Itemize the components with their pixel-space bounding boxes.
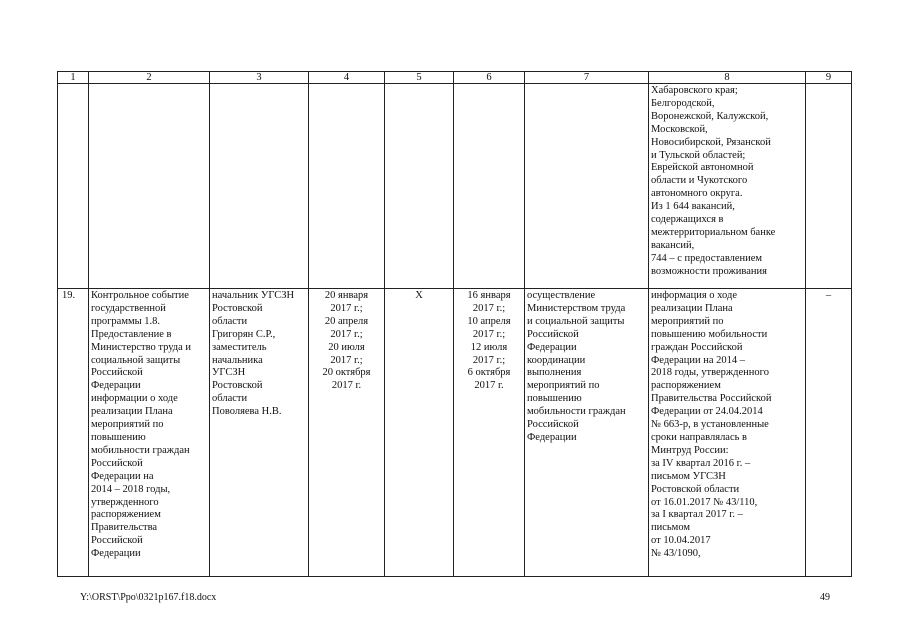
text-line: письмом УГСЗН: [651, 470, 726, 482]
text-line: 2017 г.;: [472, 302, 506, 314]
footer-file-path: Y:\ORST\Ppo\0321p167.f18.docx: [80, 592, 217, 603]
text-line: Российской: [527, 328, 579, 340]
text-line: Федерации на 2014 –: [651, 354, 745, 366]
text-line: 12 июля: [470, 341, 508, 353]
cell-empty: [58, 84, 89, 289]
text-line: повышению: [527, 393, 582, 405]
text-line: области: [212, 315, 248, 327]
footer-page-number: 49: [820, 592, 830, 603]
text-line: области: [212, 393, 248, 405]
table-row-continued: [58, 84, 852, 289]
cell-actual-dates: [454, 289, 525, 577]
text-line: Еврейской автономной: [651, 162, 754, 174]
text-line: 16 января: [467, 290, 511, 301]
cell-empty: [309, 84, 385, 289]
text-line: за IV квартал 2016 г. –: [651, 457, 751, 469]
text-line: 20 октября: [322, 367, 371, 379]
text-line: Федерации на: [91, 470, 154, 482]
text-line: государственной: [91, 302, 166, 314]
text-line: 2017 г.;: [330, 302, 363, 314]
text-line: Федерации от 24.04.2014: [651, 406, 763, 418]
text-line: от 16.01.2017 № 43/110,: [651, 496, 758, 508]
text-line: сроки направлялась в: [651, 431, 747, 443]
text-line: от 10.04.2017: [651, 535, 711, 547]
cell-empty: [806, 84, 852, 289]
cell-note: –: [806, 289, 852, 577]
col-number-9: 9: [806, 72, 852, 84]
cell-empty: [385, 84, 454, 289]
text-line: Российской: [91, 457, 143, 469]
text-line: реализации Плана: [91, 406, 173, 418]
text-line: УГСЗН: [212, 367, 246, 379]
cell-responsible: [210, 289, 309, 577]
text-line: Новосибирской, Рязанской: [651, 136, 771, 148]
text-line: 2017 г.;: [472, 354, 506, 366]
col-number-8: 8: [649, 72, 806, 84]
text-line: осуществление: [527, 290, 596, 301]
cell-planned-dates: [309, 289, 385, 577]
text-line: Контрольное событие: [91, 290, 189, 301]
cell-empty: [210, 84, 309, 289]
text-line: 20 апреля: [324, 315, 369, 327]
text-line: Минтруд России:: [651, 444, 729, 456]
text-line: письмом: [651, 522, 691, 534]
text-line: 2017 г.;: [330, 328, 363, 340]
text-line: № 43/1090,: [651, 548, 701, 560]
text-line: Ростовской области: [651, 483, 740, 495]
text-line: повышению: [91, 431, 146, 443]
cell-mark: Х: [385, 289, 454, 577]
text-line: Ростовской: [212, 380, 263, 392]
text-line: Российской: [527, 419, 579, 431]
text-line: Министерство труда и: [91, 341, 192, 353]
table-row-19: [58, 289, 852, 577]
text-line: мероприятий по: [527, 380, 600, 392]
text-line: возможности проживания: [651, 265, 767, 277]
text-line: 10 апреля: [467, 315, 511, 327]
text-line: Ростовской: [212, 302, 263, 314]
text-line: 2017 г.;: [330, 354, 363, 366]
text-line: Федерации: [91, 548, 141, 560]
text-line: начальник УГСЗН: [212, 290, 295, 301]
text-line: заместитель: [212, 341, 267, 353]
cell-empty: [454, 84, 525, 289]
text-line: реализации Плана: [651, 302, 733, 314]
text-line: 744 – с предоставлением: [651, 252, 763, 264]
text-line: Воронежской, Калужской,: [651, 110, 769, 122]
text-line: распоряжением: [91, 509, 161, 521]
text-line: автономного округа.: [651, 188, 743, 200]
text-line: Из 1 644 вакансий,: [651, 201, 735, 213]
text-line: социальной защиты: [91, 354, 181, 366]
col-number-3: 3: [210, 72, 309, 84]
text-line: 2018 годы, утвержденного: [651, 367, 769, 379]
text-line: Правительства Российской: [651, 393, 772, 405]
plan-table: [57, 71, 852, 577]
text-line: Поволяева Н.В.: [212, 406, 282, 418]
column-number-row: [58, 72, 852, 84]
text-line: выполнения: [527, 367, 582, 379]
col-number-7: 7: [525, 72, 649, 84]
col-number-6: 6: [454, 72, 525, 84]
text-line: содержащихся в: [651, 214, 724, 226]
text-line: информации о ходе: [91, 393, 178, 405]
text-line: Белгородской,: [651, 97, 715, 109]
text-line: программы 1.8.: [91, 315, 161, 327]
text-line: начальника: [212, 354, 263, 366]
col-number-2: 2: [89, 72, 210, 84]
text-line: Правительства: [91, 522, 158, 534]
text-line: 2017 г.: [331, 380, 362, 392]
text-line: области и Чукотского: [651, 175, 748, 187]
text-line: Министерством труда: [527, 302, 626, 314]
text-line: утвержденного: [91, 496, 159, 508]
text-line: 2017 г.: [474, 380, 504, 392]
text-line: Григорян С.Р.,: [212, 328, 276, 340]
text-line: 2017 г.;: [472, 328, 506, 340]
text-line: координации: [527, 354, 586, 366]
text-line: информация о ходе: [651, 290, 737, 301]
text-line: № 663-р, в установленные: [651, 419, 769, 431]
text-line: мероприятий по: [91, 419, 164, 431]
col-number-5: 5: [385, 72, 454, 84]
text-line: Хабаровского края;: [651, 85, 738, 96]
text-line: 20 июля: [328, 341, 365, 353]
text-line: и Тульской областей;: [651, 149, 746, 161]
text-line: Федерации: [527, 431, 577, 443]
text-line: и социальной защиты: [527, 315, 625, 327]
row-number: 19.: [58, 289, 89, 577]
text-line: распоряжением: [651, 380, 721, 392]
text-line: повышению мобильности: [651, 328, 768, 340]
cell-empty: [89, 84, 210, 289]
col-number-1: 1: [58, 72, 89, 84]
text-line: мобильности граждан: [91, 444, 190, 456]
text-line: 2014 – 2018 годы,: [91, 483, 171, 495]
text-line: мероприятий по: [651, 315, 724, 327]
text-line: 20 января: [324, 290, 369, 301]
text-line: 6 октября: [467, 367, 511, 379]
text-line: вакансий,: [651, 239, 695, 251]
text-line: Российской: [91, 367, 143, 379]
text-line: Российской: [91, 535, 143, 547]
text-line: Федерации: [91, 380, 141, 392]
col-number-4: 4: [309, 72, 385, 84]
cell-event-description: [89, 289, 210, 577]
cell-empty: [525, 84, 649, 289]
text-line: Предоставление в: [91, 328, 172, 340]
text-line: Федерации: [527, 341, 577, 353]
cell-result-continued: [649, 84, 806, 289]
text-line: граждан Российской: [651, 341, 743, 353]
text-line: Московской,: [651, 123, 708, 135]
cell-purpose: [525, 289, 649, 577]
cell-result: [649, 289, 806, 577]
text-line: межтерриториальном банке: [651, 226, 776, 238]
text-line: за I квартал 2017 г. –: [651, 509, 743, 521]
text-line: мобильности граждан: [527, 406, 626, 418]
